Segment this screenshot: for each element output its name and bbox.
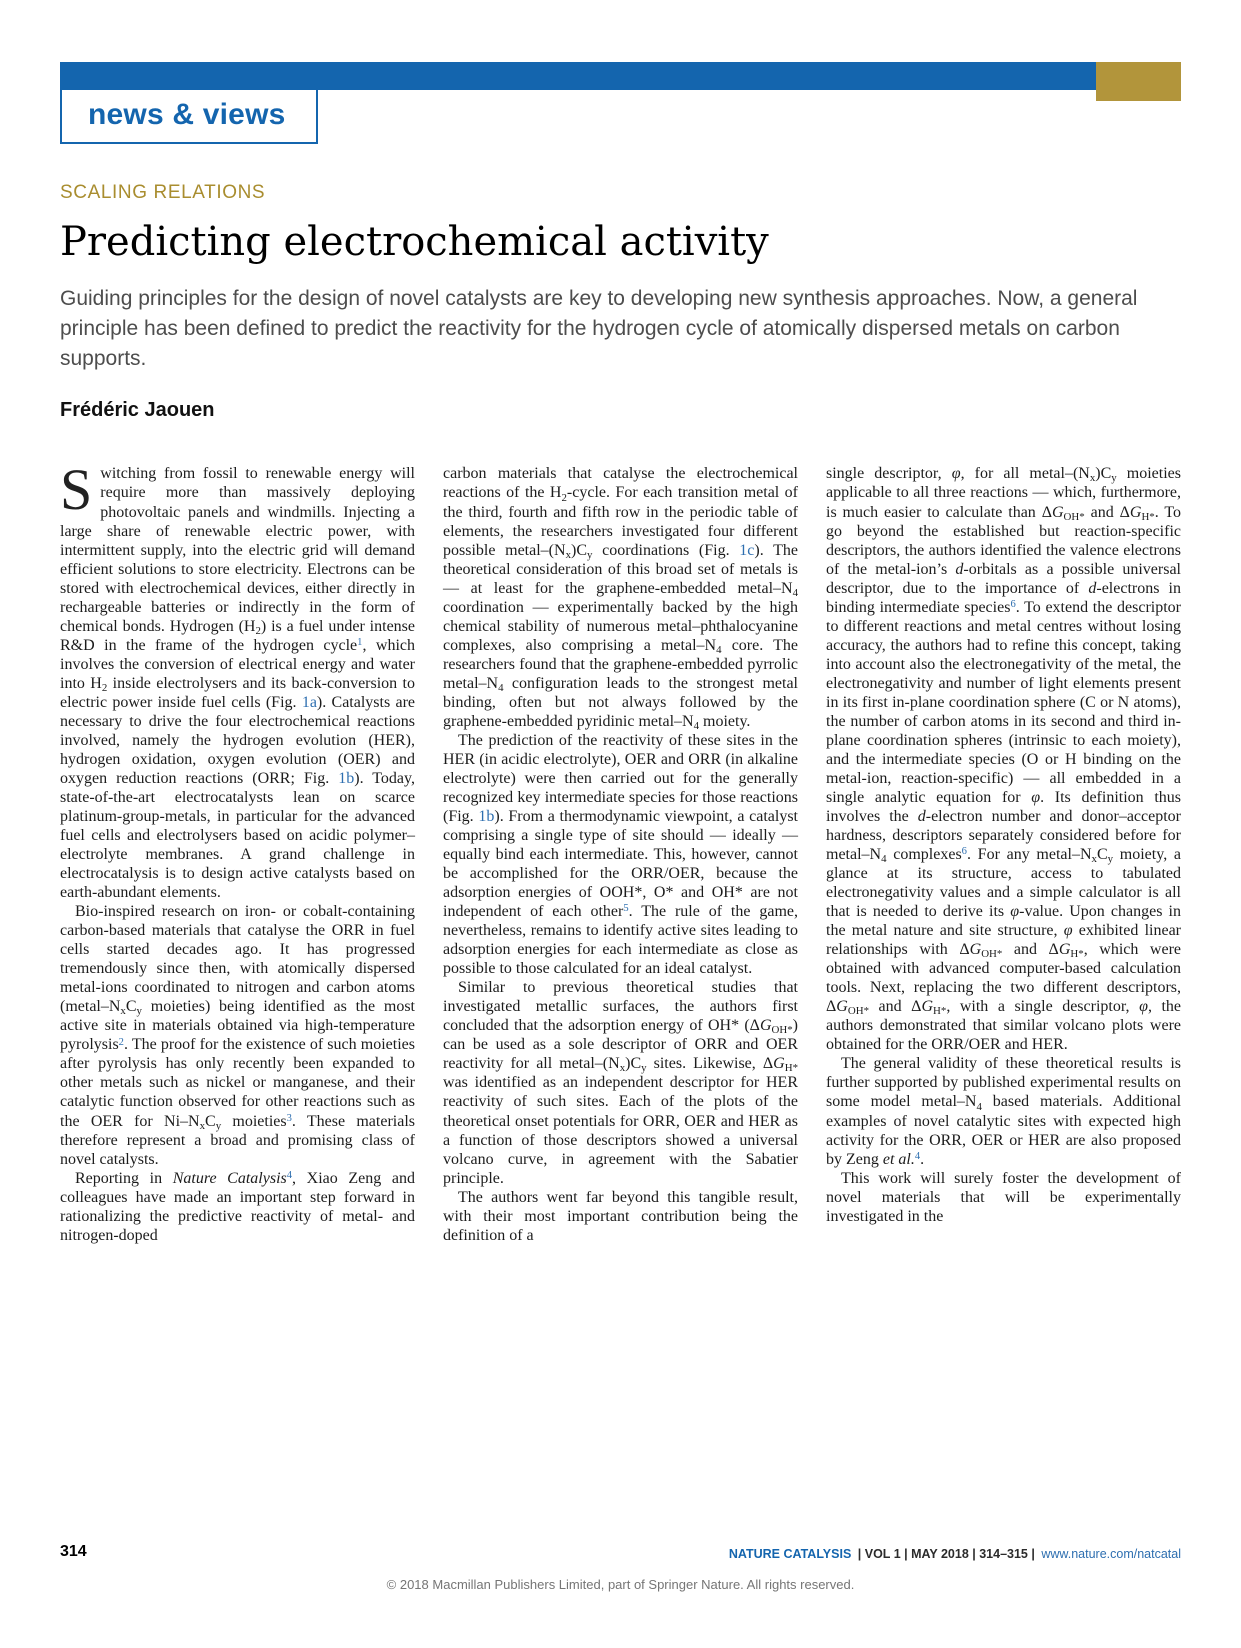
kicker: SCALING RELATIONS [60,182,266,203]
body-paragraph: The general validity of these theoretical results is further supported by published experimental results on some model metal–$N_4$ based materials. Additional examples of novel catalytic sites with expected high activity for the ORR, OER or HER are also proposed by Zeng et al.$^4$. [826,1055,1182,1168]
drop-cap: S [60,457,93,523]
figure-reference: 1c [739,541,755,559]
page-number: 314 [60,1543,87,1560]
subscript: x [120,1005,126,1018]
column-2 [443,464,798,1244]
header-bar-blue [60,62,1096,90]
subscript: H* [933,1005,947,1018]
italic-text: d [955,560,964,578]
italic-text: φ [951,465,961,483]
subscript: y [1107,853,1114,866]
citation-ref: 2 [118,1036,124,1048]
italic-text: G [1051,503,1064,521]
subscript: OH* [981,948,1003,961]
article-body [60,457,1182,1244]
subscript: 4 [881,853,887,866]
citation-ref: 1 [357,636,363,648]
italic-text: G [759,1017,772,1035]
body-paragraph: carbon materials that catalyse the electrochemical reactions of the $H_2$-cycle. For each transition metal of the third, fourth and fifth row in the periodic table of elements, the researchers investigated four different possible metal–$(N_x)C_y$ coordinations (Fig. 1c). The theoretical consideration of this broad set of metals is — at least for the graphene-embedded metal–$N_4$ coordination — experimentally backed by the high chemical stability of numerous metal–phthalocyanine complexes, also comprising a metal–$N_4$ core. The researchers found that the graphene-embedded pyrrolic metal–$N_4$ configuration leads to the strongest metal binding, often but not always followed by the graphene-embedded pyridinic metal–$N_4$ moiety. [443,465,798,732]
section-label-box [60,90,318,144]
column-3 [826,464,1181,1244]
footer-line [60,1543,1181,1561]
citation-ref: 5 [623,903,629,915]
italic-text: Nature Catalysis [172,1169,287,1187]
body-paragraph: This work will surely foster the development of novel materials that will be experimentally investigated in the [826,1169,1181,1225]
subscript: y [215,1119,222,1132]
body-paragraph: Bio-inspired research on iron- or cobalt-containing carbon-based materials that catalyse the ORR in fuel cells started decades ago. It has progressed tremendously since then, with atomically dispersed metal-ions coordinated to nitrogen and carbon atoms ($metal-N_xC_y$ moieties) being identified as the most active site in materials obtained via high-temperature pyrolysis$^2$. The proof for the existence of such moieties after pyrolysis has only recently been expanded to other metals such as nickel or manganese, and their catalytic function observed for other reactions such as the OER for $Ni-N_xC_y$ moieties$^3$. These materials therefore represent a broad and promising class of novel catalysts. [60,903,415,1168]
standfirst: Guiding principles for the design of novel catalysts are key to developing new synthesis approaches. Now, a general principle has been defined to predict the reactivity for the hydrogen cycle of atomically dispersed metals on carbon supports. [60,287,1138,370]
figure-reference: 1b [338,769,355,787]
subscript: 2 [561,491,567,504]
subscript: 4 [716,643,722,656]
citation-ref: 4 [286,1169,293,1181]
journal-url[interactable]: www.nature.com/natcatal [1041,1547,1181,1561]
subscript: OH* [771,1024,793,1037]
italic-text: G [773,1055,785,1073]
subscript: x [1091,853,1097,866]
header-bar [60,62,1181,90]
italic-text: φ [1031,788,1041,806]
subscript: y [641,1062,647,1075]
italic-text: G [836,998,848,1016]
italic-text: G [969,941,982,959]
section-label: news & views [88,98,286,131]
subscript: H* [1141,510,1155,523]
italic-text: G [921,998,934,1016]
body-paragraph: The prediction of the reactivity of these sites in the HER (in acidic electrolyte), OER and ORR (in alkaline electrolyte) were then carried out for the generally recognized key intermediate species for those reactions (Fig. 1b). From a thermodynamic viewpoint, a catalyst comprising a single type of site should — ideally — equally bind each intermediate. This, however, cannot be accomplished for the ORR/OER, because the adsorption energies of OOH*, O* and OH* are not independent of each other$^5$. The rule of the game, nevertheless, remains to identify active sites leading to adsorption energies for each intermediate as close as possible to those calculated for an ideal catalyst. [443,731,799,978]
journal-info [729,1547,1181,1561]
subscript: H* [1070,948,1084,961]
author-byline: Frédéric Jaouen [60,399,215,422]
subscript: y [587,548,593,561]
subscript: 4 [976,1100,982,1113]
italic-text: φ [1010,903,1020,921]
italic-text: G [1058,941,1071,959]
subscript: OH* [1063,510,1085,523]
figure-reference: 1b [478,808,495,825]
copyright-notice: © 2018 Macmillan Publishers Limited, part of Springer Nature. All rights reserved. [386,1577,855,1592]
italic-text: φ [1139,998,1148,1016]
subscript: 2 [255,624,261,637]
page-header [60,62,1181,144]
subscript: 4 [792,586,798,599]
citation-ref: 4 [914,1150,921,1162]
subscript: H* [784,1062,799,1075]
body-paragraph: Similar to previous theoretical studies that investigated metallic surfaces, the authors first concluded that the adsorption energy of OH* $(\Delta G_{OH*})$ can be used as a sole descriptor of ORR and OER reactivity for all metal–$(N_x)C_y$ sites. Likewise, $\Delta G_{H*}$ was identified as an independent descriptor for HER reactivity of such sites. Each of the plots of the theoretical onset potentials for ORR, OER and HER as a function of those descriptors showed a universal volcano curve, in agreement with the Sabatier principle. [443,979,799,1187]
gold-corner-block [1096,62,1181,101]
subscript: 4 [693,719,700,732]
subscript: x [199,1119,206,1132]
italic-text: et al. [882,1150,915,1168]
journal-name: NATURE CATALYSIS [728,1547,852,1561]
body-paragraph: The authors went far beyond this tangible result, with their most important contribution being the definition of a [443,1188,798,1244]
subscript: 4 [498,681,504,694]
column-1 [60,457,416,1244]
citation-ref: 3 [286,1112,292,1124]
subscript: y [136,1005,142,1018]
italic-text: d [1088,579,1097,597]
italic-text: G [1129,503,1142,521]
article-title: Predicting electrochemical activity [60,219,769,265]
figure-reference: 1a [301,693,317,711]
subscript: OH* [847,1005,870,1018]
italic-text: d [917,808,926,825]
citation-ref: 6 [1010,598,1016,610]
body-paragraph: Reporting in Nature Catalysis$^4$, Xiao Zeng and colleagues have made an important step forward in rationalizing the predictive reactivity of metal- and nitrogen-doped [60,1169,416,1244]
subscript: x [619,1062,626,1075]
citation-ref: 6 [961,846,967,858]
body-paragraph: single descriptor, φ, for all metal–$(N_x)C_y$ moieties applicable to all three reactions — which, furthermore, is much easier to calculate than $\Delta G_{OH*}$ and $\Delta G_{H*}$. To go beyond the established but reaction-specific descriptors, the authors identified the valence electrons of the metal-ion’s d-orbitals as a possible universal descriptor, due to the importance of d-electrons in binding intermediate species$^6$. To extend the descriptor to different reactions and metal centres without losing accuracy, the authors had to refine this concept, taking into account also the electronegativity of the metal, the electronegativity and number of light elements present in its first in-plane coordination sphere (C or N atoms), the number of carbon atoms in its second and third in-plane coordination spheres (intrinsic to each moiety), and the intermediate species (O or H binding on the metal-ion, reaction-specific) — all embedded in a single analytic equation for φ. Its definition thus involves the d-electron number and donor–acceptor hardness, descriptors separately considered before for metal–$N_4$ complexes$^6$. For any metal–$N_xC_y$ moiety, a glance at its structure, access to tabulated electronegativity values and a simple calculator is all that is needed to derive its φ-value. Upon changes in the metal nature and site structure, φ exhibited linear relationships with $\Delta G_{OH*}$ and $\Delta G_{H*}$, which were obtained with advanced computer-based calculation tools. Next, replacing the two different descriptors, $\Delta G_{OH*}$ and $\Delta G_{H*}$, with a single descriptor, φ, the authors demonstrated that similar volcano plots were obtained for the ORR/OER and HER. [826,465,1182,1054]
issue-info: | VOL 1 | MAY 2018 | 314–315 | [857,1547,1035,1561]
subscript: x [565,548,571,561]
subscript: y [1111,472,1117,485]
subscript: 2 [101,681,108,694]
body-paragraph: Switching from fossil to renewable energy will require more than massively deploying photovoltaic panels and windmills. Injecting a large share of renewable electric power, with intermittent supply, into the electric grid will demand efficient solutions to store electricity. Electrons can be stored with electrochemical devices, either directly in rechargeable batteries or indirectly in the form of chemical bonds. Hydrogen $(H_2)$ is a fuel under intense R&D in the frame of the hydrogen cycle$^1$, which involves the conversion of electrical energy and water into $H_2$ inside electrolysers and its back-conversion to electric power inside fuel cells (Fig. 1a). Catalysts are necessary to drive the four electrochemical reactions involved, namely the hydrogen evolution (HER), hydrogen oxidation, oxygen evolution (OER) and oxygen reduction reactions (ORR; Fig. 1b). Today, state-of-the-art electrocatalysts lean on scarce platinum-group-metals, in particular for the advanced fuel cells and electrolysers based on acidic polymer–electrolyte membranes. A grand challenge in electrocatalysis is to design active catalysts based on earth-abundant elements. [60,457,415,902]
subscript: x [1089,472,1096,485]
italic-text: φ [1063,922,1073,940]
page-footer [60,1543,1181,1592]
